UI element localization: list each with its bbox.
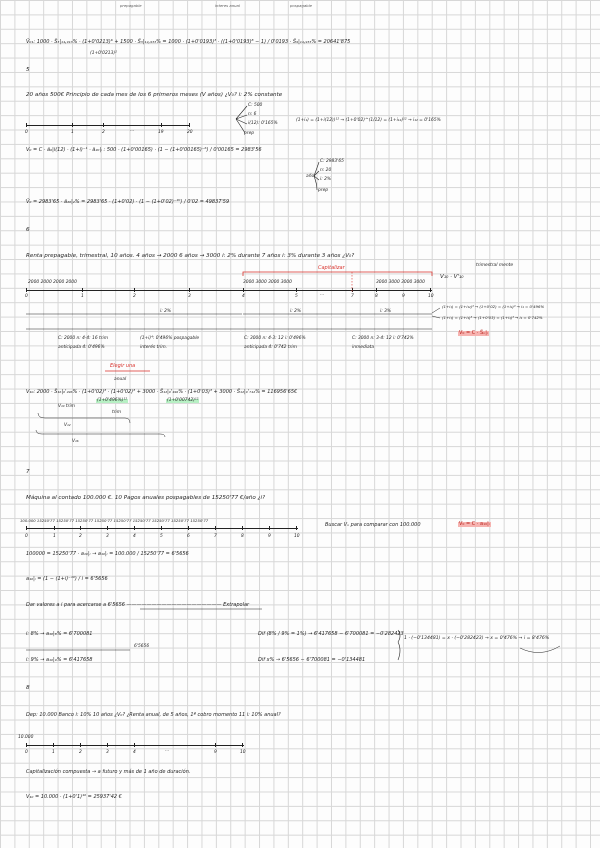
axis-label: 0 — [25, 750, 28, 755]
block4-line: inmediata — [352, 345, 375, 350]
tree-item: n: 6 — [248, 112, 257, 117]
rate-segment-2: i: 2% — [290, 309, 302, 314]
anual-label: anual — [114, 377, 127, 382]
axis-label: 20 — [187, 130, 193, 135]
exercise-5-line3: V̂₀ = 2983'65 · ä₂₀|₂% = 2983'65 · (1+0'02) · (1 − (1+0'02)⁻²⁰) / 0'02 = 49837'59 — [26, 199, 230, 205]
rate-eq-b: (1+i₁) = (1+i₄)⁴ → (1+0'03) = (1+i₄)⁴ → i₄ = 0'742% — [442, 315, 543, 320]
axis-label: 0 — [25, 534, 28, 539]
axis-label: 9 — [402, 294, 405, 299]
tree2-item: prep — [318, 188, 329, 193]
dif-2: Dif x% → 6'5656 − 6'700081 = −0'134481 — [258, 657, 366, 663]
rate-segment-1: i: 2% — [160, 309, 172, 314]
axis-label: 8 — [241, 534, 244, 539]
axis-label: … — [165, 748, 170, 753]
tree2-item: n: 20 — [320, 168, 332, 173]
axis-label: 1 — [81, 294, 84, 299]
top-note-3: pospagable — [290, 3, 312, 8]
trim-note: trimestral mente — [476, 263, 514, 268]
axis-label: 2 — [79, 534, 82, 539]
green-term-2: (1+0'00742)¹² — [167, 398, 199, 403]
axis-label: 10 — [240, 750, 246, 755]
axis-label: 6 — [187, 534, 190, 539]
exercise-7-payments: 100.000 15250'77 15250'77 15250'77 15250'77 15250'77 15250'77 15250'77 15250'77 15250'77 — [20, 518, 209, 523]
top-note-2: interes anual — [215, 3, 240, 8]
row-8pct: i: 8% → a₁₀|₈% = 6'700081 — [26, 631, 93, 637]
block1-line: anticipada 4: 0'496% — [58, 345, 105, 350]
axis-label: 2 — [133, 294, 136, 299]
axis-label: 4 — [133, 534, 136, 539]
target-value: 6'5656 — [134, 644, 150, 649]
axis-label: 7 — [214, 534, 217, 539]
exercise-6-number: 6 — [26, 227, 30, 233]
axis-label: … — [130, 128, 135, 133]
axis-label: 5 — [160, 534, 163, 539]
axis-label: 10 — [428, 294, 434, 299]
block2-line: interés trim. — [140, 345, 168, 350]
axis-label: 9 — [268, 534, 271, 539]
green-term-1: (1+0'496%)¹² — [97, 398, 127, 403]
exercise-6-statement: Renta prepagable, trimestral, 10 años. 4 años → 2000 6 años → 3000 i: 2% durante 7 años i: 3% durante 3 años ¿V₀? — [26, 253, 355, 259]
block3-line: C: 3000 n: 4·3: 12 i: 0'496% — [244, 336, 306, 341]
formula-box: V₀ = C · S̈ₙ|ᵢ — [459, 330, 488, 336]
exercise-7-statement: Máquina al contado 100.000 €. 10 Pagos anuales pospagables de 15250'77 €/año ¿i? — [26, 495, 266, 501]
tree-item: prep — [244, 131, 255, 136]
prev-exercise-sub: (1+0'0213)² — [90, 51, 117, 56]
top-note-1: prepagable — [120, 3, 142, 8]
axis-label: 3 — [106, 750, 109, 755]
dif-1: Dif (8% / 9% = 1%) → 6'417658 − 6'700081 = −0'282423 — [258, 631, 404, 637]
exercise-8-final: V₁₀ = 10.000 · (1+0'1)¹⁰ = 25937'42 € — [26, 794, 122, 800]
axis-label: 3 — [106, 534, 109, 539]
under-label: V₁₂ — [64, 423, 71, 428]
formula-box-7: V₀ = C · a₁₀|ᵢ — [459, 521, 490, 527]
block2-line: (1+i)⁴: 0'496% pospagable — [140, 336, 200, 341]
payments-left: 2000 2000 2000 2000 — [28, 280, 77, 285]
exercise-8-statement: Dep: 10.000 Banco i: 10% 10 años ¿V₀? ¿Renta anual, de 5 años, 1ª cobro momento 11 i: 10% anual? — [26, 712, 281, 718]
axis-label: 2 — [79, 750, 82, 755]
axis-label: 3 — [188, 294, 191, 299]
exercise-8-cap: Capitalización compuesta → a futuro y más de 1 año de duración. — [26, 769, 191, 775]
axis-label: 19 — [158, 130, 164, 135]
exercise-5-rate-eq: (1+i₁) = (1+i(12))¹² → (1+0'02)^(1/12) = (1+i₁₂)¹² → i₁₂ = 0'165% — [296, 118, 441, 123]
exercise-7-eq2: a₁₀|ᵢ = (1 − (1+i)⁻¹⁰) / i = 6'5656 — [26, 576, 108, 582]
axis-label: 1 — [52, 750, 55, 755]
exercise-5-line2: V₀ = C · ä₆|i(12) · (1+i)⁻¹ · ä₂₀|ᵢ : 500 · (1+0'00165) · (1 − (1+0'00165)⁻⁶) / 0'00165 = 2983'56 — [26, 147, 262, 153]
exercise-7-number: 7 — [26, 469, 30, 475]
rate-segment-3: i: 3% — [380, 309, 392, 314]
axis-label: 4 — [133, 750, 136, 755]
block1-line: C: 2000 n: 4·4: 16 trim — [58, 336, 109, 341]
axis-label: 10 — [294, 534, 300, 539]
solve-line: 1 · (−0'134481) = x · (−0'282423) → x = 0'476% → i = 8'476% — [404, 636, 550, 641]
block3-line: anticipada 4: 0'742 trim — [244, 345, 297, 350]
axis-label: 0 — [25, 130, 28, 135]
payments-right: 3000 3000 3000 3000 — [376, 280, 425, 285]
tree-item: C: 500 — [248, 103, 263, 108]
exercise-7-eq1: 100000 = 15250'77 · a₁₀|ᵢ → a₁₀|ᵢ = 100.000 / 15250'77 = 6'5656 — [26, 551, 189, 557]
row-9pct: i: 9% → a₁₀|₉% = 6'417658 — [26, 657, 93, 663]
exercise-8-amount: 10.000 — [18, 735, 34, 740]
exercise-5-statement: 20 años 500€ Principio de cada mes de los 6 primeros meses (V años) ¿V₀? i: 2% constante — [26, 92, 283, 98]
tree-item: i(12): 0'165% — [248, 121, 278, 126]
block4-line: C: 3000 n: 3·4: 12 i: 0'742% — [352, 336, 414, 341]
trim-label: trim — [112, 410, 122, 415]
tree2-item: C: 2983'65 — [320, 159, 344, 164]
payments-mid: 3000 3000 3000 3000 — [243, 280, 292, 285]
axis-label: 1 — [53, 534, 56, 539]
rate-eq-a: (1+i₁) = (1+i₁₂)⁴ → (1+0'02) = (1+i₄)⁴ → i₄ = 0'496% — [442, 304, 545, 309]
under-label: V₁₆ — [72, 439, 79, 444]
exercise-8-number: 8 — [26, 685, 30, 691]
exercise-7-dar: Dar valores a i para acercarse a 6'5656 ——————————————————— Extrapolar — [26, 602, 250, 608]
tree2-item: i: 2% — [320, 177, 332, 182]
axis-label: 2 — [102, 130, 105, 135]
axis-label: 5 — [295, 294, 298, 299]
under-label: V₁₀ trim — [58, 404, 75, 409]
exercise-6-final: V₁₀: 2000 · S̈₁₆|₀'₄₉₆% · (1+0'02)³ · (1+0'02)³ + 3000 · S̈₁₂|₀'₄₉₆% · (1+0'03)³ + 3000 · S̈₁₂|₀'₇₄₂% = 116956'65€ — [26, 389, 298, 395]
buscar-note: Buscar Vₙ para comparar con 100.000 — [325, 522, 421, 528]
exercise-5-number: 5 — [26, 67, 30, 73]
v10-label: V₁₀ · V'₁₀ — [440, 274, 464, 280]
axis-label: 4 — [242, 294, 245, 299]
prev-exercise-line: V̂₀₁: 1000 · S̈₃|₁₄,₉₁₃% · (1+0'0213)⁶ + 1500 · S̈₃|₁₄,₉₃₃% = 1000 · (1+0'0193)³ · ((1+0'0193)⁸ − 1) / 0'0193 · S̈₉|₁₄,₉₃₃% = 20641'875 — [26, 39, 351, 45]
capitalizar-label: Capitalizar — [318, 265, 345, 271]
elegir-una-label: Elegir una — [110, 363, 136, 369]
axis-label: 7 — [351, 294, 354, 299]
tree2-head: año — [306, 174, 315, 179]
axis-label: 8 — [375, 294, 378, 299]
axis-label: 9 — [214, 750, 217, 755]
axis-label: 1 — [71, 130, 74, 135]
axis-label: 0 — [25, 294, 28, 299]
axis-label: … — [320, 292, 325, 297]
